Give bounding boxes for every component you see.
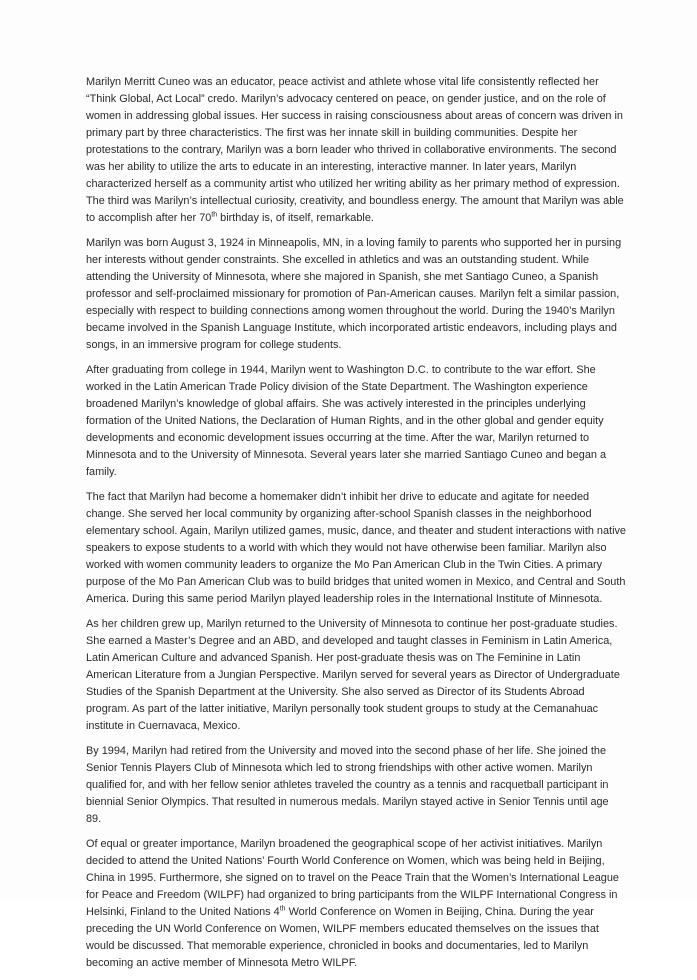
- document-body: [86, 74, 626, 980]
- paragraph-text: Of equal or greater importance, Marilyn broadened the geographical scope of her activist initiatives. Marilyn decided to attend the United Nations’ Fourth World Conference on Women, which was being held in Beijing, China in 1995. Furthermore, she signed on to travel on the Peace Train that the Women’s International League for Peace and Freedom (WILPF) had organized to bring participants from the WILPF International Congress in Helsinki, Finland to the United Nations 4: [86, 838, 619, 918]
- paragraph-text: The fact that Marilyn had become a homemaker didn’t inhibit her drive to educate and agitate for needed change. She served her local community by organizing after-school Spanish classes in the neighborhood elementary school. Again, Marilyn utilized games, music, dance, and theater and student interactions with native speakers to expose students to a world with which they would not have otherwise been familiar. Marilyn also worked with women community leaders to organize the Mo Pan American Club in the Twin Cities. A primary purpose of the Mo Pan American Club was to build bridges that united women in Mexico, and Central and South America. During this same period Marilyn played leadership roles in the International Institute of Minnesota.: [86, 491, 626, 605]
- paragraph-text: By 1994, Marilyn had retired from the University and moved into the second phase of her life. She joined the Senior Tennis Players Club of Minnesota which led to strong friendships with other active women. Marilyn qualified for, and with her fellow senior athletes traveled the country as a tennis and racquetball participant in biennial Senior Olympics. That resulted in numerous medals. Marilyn stayed active in Senior Tennis until age 89.: [86, 745, 609, 825]
- superscript-ordinal: th: [279, 905, 286, 913]
- paragraph-text: After graduating from college in 1944, Marilyn went to Washington D.C. to contribute to the war effort. She worked in the Latin American Trade Policy division of the State Department. The Washington experience broadened Marilyn’s knowledge of global affairs. She was actively interested in the principles underlying formation of the United Nations, the Declaration of Human Rights, and in the other global and gender equity developments and economic development issues occurring at the time. After the war, Marilyn returned to Minnesota and to the University of Minnesota. Several years later she married Santiago Cuneo and began a family.: [86, 364, 607, 478]
- paragraph-university: [86, 616, 626, 735]
- paragraph-activism: [86, 836, 626, 972]
- paragraph-early-life: [86, 235, 626, 354]
- paragraph-washington: [86, 362, 626, 481]
- paragraph-retirement: [86, 743, 626, 828]
- paragraph-text: birthday is, of itself, remarkable.: [217, 212, 374, 224]
- paragraph-text: Marilyn was born August 3, 1924 in Minneapolis, MN, in a loving family to parents who supported her in pursing her interests without gender constraints. She excelled in athletics and was an outstanding student. While attending the University of Minnesota, where she majored in Spanish, she met Santiago Cuneo, a Spanish professor and self-proclaimed missionary for promotion of Pan-American causes. Marilyn felt a similar passion, especially with respect to building connections among women throughout the world. During the 1940’s Marilyn became involved in the Spanish Language Institute, which incorporated artistic endeavors, including plays and songs, in an immersive program for college students.: [86, 237, 622, 351]
- paragraph-homemaker: [86, 489, 626, 608]
- paragraph-intro: [86, 74, 626, 227]
- paragraph-text: World Conference on Women in Beijing, China. During the year preceding the UN World Conference on Women, WILPF members educated themselves on the issues that would be discussed. That memorable experience, chronicled in books and documentaries, led to Marilyn becoming an active member of Minnesota Metro WILPF.: [86, 906, 599, 969]
- paragraph-text: Marilyn Merritt Cuneo was an educator, peace activist and athlete whose vital life consistently reflected her “Think Global, Act Local” credo. Marilyn’s advocacy centered on peace, on gender justice, and on the role of women in addressing global issues. Her success in raising consciousness about areas of concern was driven in primary part by three characteristics. The first was her innate skill in building communities. Despite her protestations to the contrary, Marilyn was a born leader who thrived in collaborative environments. The second was her ability to utilize the arts to educate in an interesting, interactive manner. In later years, Marilyn characterized herself as a community artist who utilized her writing ability as her primary method of expression. The third was Marilyn’s intellectual curiosity, creativity, and boundless energy. The amount that Marilyn was able to accomplish after her 70: [86, 76, 624, 224]
- paragraph-text: As her children grew up, Marilyn returned to the University of Minnesota to continue her post-graduate studies. She earned a Master’s Degree and an ABD, and developed and taught classes in Feminism in Latin America, Latin American Culture and advanced Spanish. Her post-graduate thesis was on The Feminine in Latin American Literature from a Jungian Perspective. Marilyn served for several years as Director of Undergraduate Studies of the Spanish Department at the University. She also served as Director of its Students Abroad program. As part of the latter initiative, Marilyn personally took student groups to study at the Cemanahuac institute in Cuernavaca, Mexico.: [86, 618, 620, 732]
- superscript-ordinal: th: [211, 211, 218, 219]
